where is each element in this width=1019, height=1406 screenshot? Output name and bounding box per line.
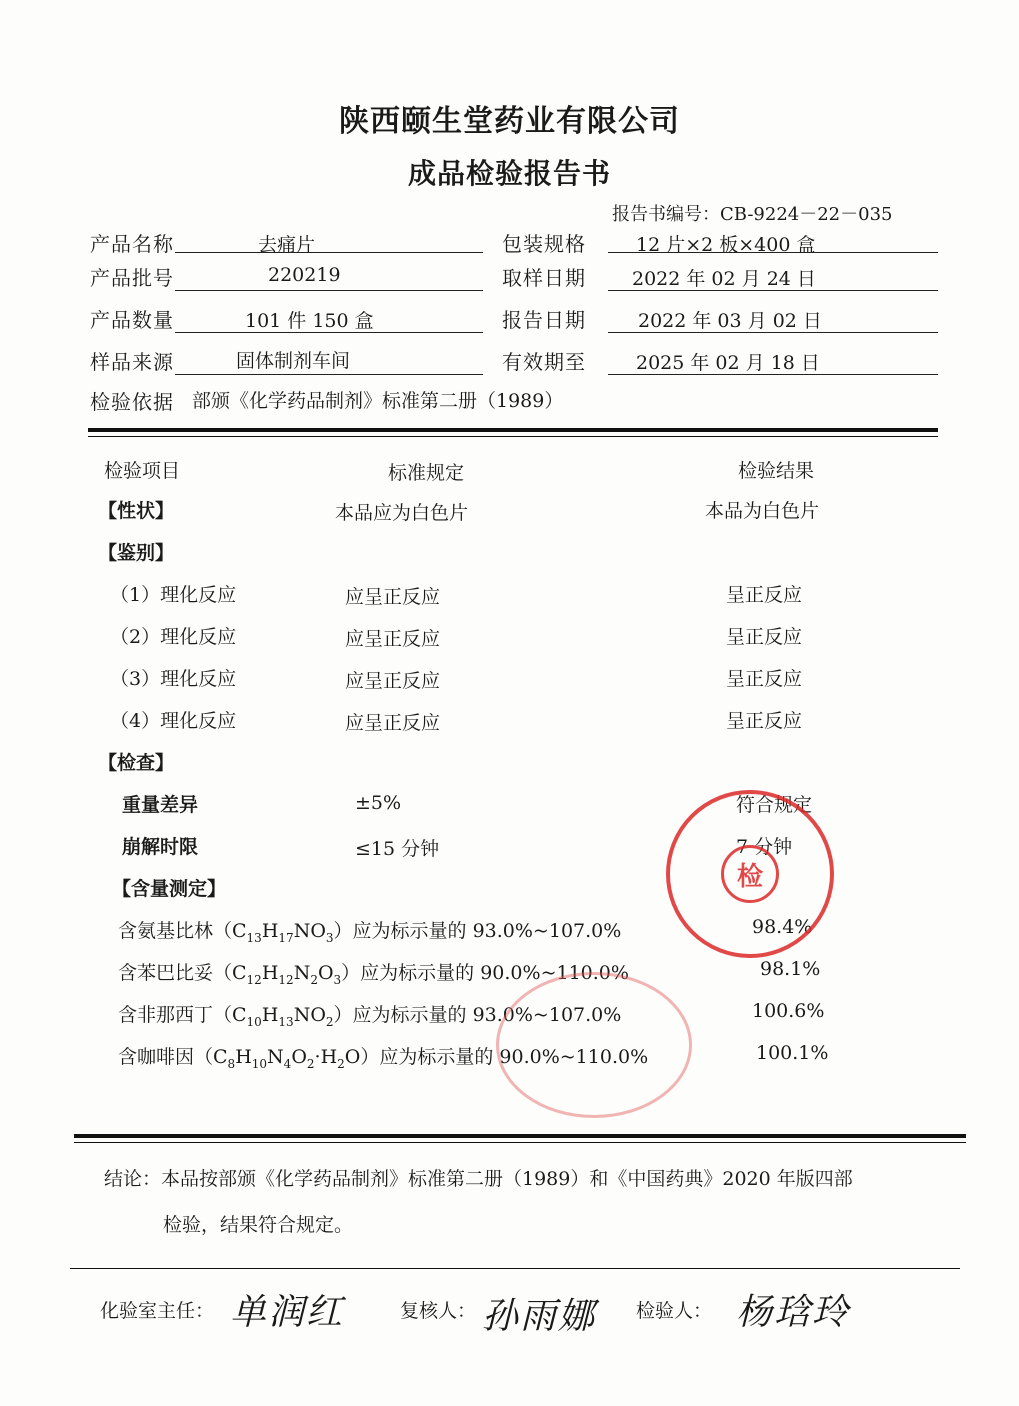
report-date-label: 报告日期	[502, 308, 586, 332]
sampling-date-value: 2022 年 02 月 24 日	[632, 268, 816, 290]
inspector-label: 检验人：	[636, 1300, 713, 1322]
disintegration-standard: ≤15 分钟	[355, 838, 440, 860]
quantity-value: 101 件 150 盒	[245, 310, 374, 332]
weight-variation-result: 符合规定	[736, 794, 813, 816]
assay-item-caffeine: 含咖啡因$(C_8H_{10}N_4O_2\cdot H_2O)$应为标示量的 90.0%~110.0%	[118, 1046, 649, 1071]
weight-variation-item: 重量差异	[122, 794, 199, 816]
underline	[608, 332, 938, 333]
identification-standard: 应呈正反应	[345, 712, 441, 734]
identification-result: 呈正反应	[726, 584, 803, 606]
identification-result: 呈正反应	[726, 710, 803, 732]
appearance-standard: 本品应为白色片	[335, 502, 469, 524]
underline	[175, 374, 483, 375]
assay-result: 100.1%	[756, 1042, 829, 1064]
package-label: 包装规格	[502, 232, 586, 256]
reviewer-label: 复核人：	[400, 1300, 477, 1322]
report-number-label: 报告书编号：	[612, 204, 720, 225]
assay-item-aminopyrine: 含氨基比林$(C_{13}H_{17}NO_3)$应为标示量的 93.0%~107.0%	[118, 920, 622, 945]
sampling-date-label: 取样日期	[502, 266, 586, 290]
identification-standard: 应呈正反应	[345, 670, 441, 692]
director-signature: 单润红	[230, 1292, 345, 1333]
source-value: 固体制剂车间	[236, 350, 351, 372]
director-label: 化验室主任：	[100, 1300, 215, 1322]
expiry-label: 有效期至	[502, 350, 586, 374]
assay-item-phenacetin: 含非那西丁$(C_{10}H_{13}NO_2)$应为标示量的 93.0%~107.0%	[118, 1004, 622, 1029]
faint-stamp-seal	[496, 972, 692, 1118]
report-date-value: 2022 年 03 月 02 日	[638, 310, 822, 332]
divider	[70, 1268, 960, 1269]
divider	[74, 1134, 966, 1138]
assay-result: 100.6%	[752, 1000, 825, 1022]
report-number	[612, 200, 893, 226]
disintegration-item: 崩解时限	[122, 836, 199, 858]
column-header-item: 检验项目	[104, 460, 181, 482]
identification-item: （2）理化反应	[110, 626, 237, 648]
section-appearance: 【性状】	[98, 500, 175, 522]
inspector-signature: 杨琀玲	[736, 1292, 851, 1333]
document-title: 成品检验报告书	[407, 157, 611, 190]
section-check: 【检查】	[98, 752, 175, 774]
underline	[608, 290, 938, 291]
identification-item: （1）理化反应	[110, 584, 237, 606]
conclusion-line-2: 检验，结果符合规定。	[163, 1214, 354, 1236]
section-assay: 【含量测定】	[112, 878, 227, 900]
batch-label: 产品批号	[90, 266, 174, 290]
underline	[608, 252, 938, 253]
section-identification: 【鉴别】	[98, 542, 175, 564]
basis-value: 部颁《化学药品制剂》标准第二册（1989）	[192, 390, 564, 412]
reviewer-signature: 孙雨娜	[482, 1296, 597, 1337]
underline	[608, 374, 938, 375]
product-name-label: 产品名称	[90, 232, 174, 256]
identification-standard: 应呈正反应	[345, 586, 441, 608]
report-number-value: CB-9224－22－035	[720, 204, 893, 225]
underline	[175, 290, 483, 291]
quality-inspection-seal	[666, 790, 834, 958]
column-header-result: 检验结果	[738, 460, 815, 482]
identification-item: （3）理化反应	[110, 668, 237, 690]
weight-variation-standard: ±5%	[355, 792, 402, 814]
assay-result: 98.4%	[752, 916, 813, 938]
divider	[74, 1142, 966, 1143]
identification-standard: 应呈正反应	[345, 628, 441, 650]
identification-result: 呈正反应	[726, 668, 803, 690]
divider	[88, 428, 938, 432]
identification-result: 呈正反应	[726, 626, 803, 648]
company-name: 陕西颐生堂药业有限公司	[339, 104, 680, 139]
conclusion-line-1: 结论：本品按部颁《化学药品制剂》标准第二册（1989）和《中国药典》2020 年版四部	[104, 1168, 853, 1190]
identification-item: （4）理化反应	[110, 710, 237, 732]
disintegration-result: 7 分钟	[736, 836, 793, 858]
basis-label: 检验依据	[90, 390, 174, 414]
seal-center-character: 检	[721, 845, 779, 903]
batch-value: 220219	[268, 264, 341, 286]
package-value: 12 片×2 板×400 盒	[636, 234, 816, 256]
source-label: 样品来源	[90, 350, 174, 374]
column-header-standard: 标准规定	[388, 462, 465, 484]
divider	[88, 436, 938, 437]
assay-result: 98.1%	[760, 958, 821, 980]
assay-item-phenobarbital: 含苯巴比妥$(C_{12}H_{12}N_2O_3)$应为标示量的 90.0%~110.0%	[118, 962, 629, 987]
underline	[175, 252, 483, 253]
expiry-value: 2025 年 02 月 18 日	[636, 352, 820, 374]
underline	[175, 332, 483, 333]
quantity-label: 产品数量	[90, 308, 174, 332]
product-name-value: 去痛片	[258, 234, 316, 256]
appearance-result: 本品为白色片	[705, 500, 820, 522]
